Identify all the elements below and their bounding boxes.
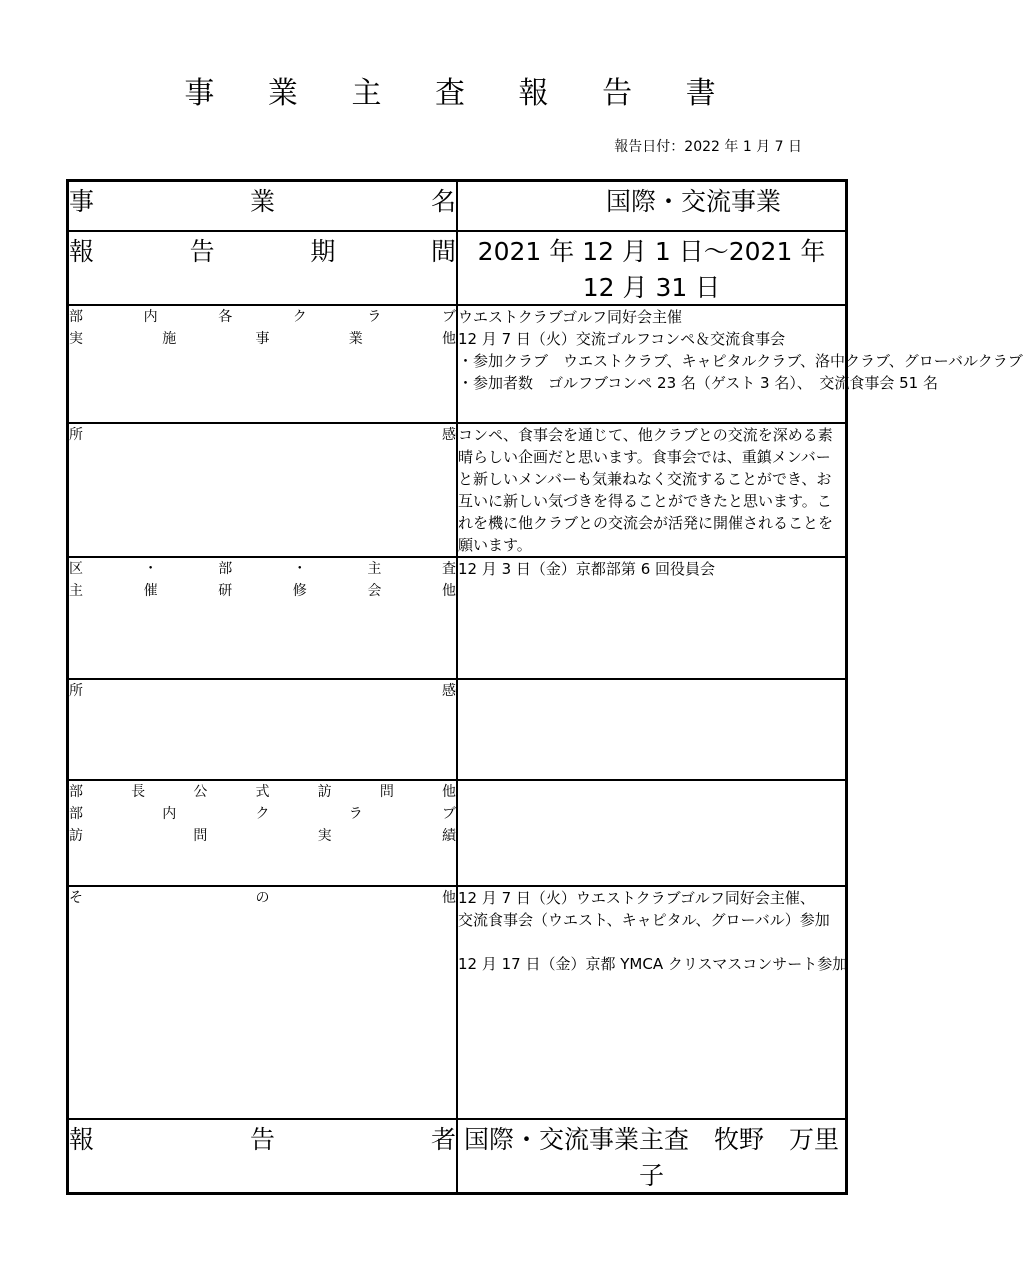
club-projects-value	[457, 305, 1023, 423]
impression-2-label: 所 感	[68, 679, 458, 780]
reporter-value: 国際・交流事業主査 牧野 万里子	[457, 1119, 847, 1194]
district-events-line: 12 月 3 日（金）京都部第 6 回役員会	[458, 559, 716, 578]
project-name-value: 国際・交流事業	[457, 181, 847, 231]
other-line: 交流食事会（ウエスト、キャピタル、グローバル）参加	[458, 910, 830, 929]
reporter-label: 報 告 者	[68, 1119, 458, 1194]
report-date: 報告日付：2022 年 1 月 7 日	[614, 139, 802, 155]
row-club-projects	[68, 305, 847, 423]
district-events-value	[457, 557, 847, 679]
visits-value	[457, 780, 847, 886]
page-title: 事 業 主 査 報 告 書	[184, 76, 738, 111]
impression-1-value: コンペ、食事会を通じて、他クラブとの交流を深める素晴らしい企画だと思います。食事会では、重鎮メンバーと新しいメンバーも気兼ねなく交流することができ、お互いに新しい気づきを得ることができたと思います。これを機に他クラブとの交流会が活発に開催されることを願います。	[457, 423, 847, 557]
other-value	[457, 886, 847, 1119]
visits-label: 部長公式訪問他 部内クラブ 訪問実績	[68, 780, 458, 886]
club-projects-label: 部内各クラブ 実施事業他	[68, 305, 458, 423]
other-line: 12 月 17 日（金）京都 YMCA クリスマスコンサート参加	[458, 954, 848, 973]
report-period-value: 2021 年 12 月 1 日～2021 年 12 月 31 日	[457, 231, 847, 305]
row-other	[68, 886, 847, 1119]
club-projects-line: 12 月 7 日（火）交流ゴルフコンペ＆交流食事会	[458, 329, 786, 348]
club-projects-line: ・参加者数 ゴルフブコンペ 23 名（ゲスト 3 名）、 交流食事会 51 名	[458, 373, 938, 392]
district-events-label: 区・部・主査 主催研修会他	[68, 557, 458, 679]
report-period-label: 報告期間	[68, 231, 458, 305]
club-projects-line: ウエストクラブゴルフ同好会主催	[458, 307, 682, 326]
row-impression-1	[68, 423, 847, 557]
row-impression-2	[68, 679, 847, 780]
impression-2-value	[457, 679, 847, 780]
other-label: そ の 他	[68, 886, 458, 1119]
row-project-name	[68, 181, 847, 231]
impression-1-label: 所 感	[68, 423, 458, 557]
other-line: 12 月 7 日（火）ウエストクラブゴルフ同好会主催、	[458, 888, 815, 907]
project-name-label: 事 業 名	[68, 181, 458, 231]
club-projects-line: ・参加クラブ ウエストクラブ、キャピタルクラブ、洛中クラブ、グローバルクラブ	[458, 351, 1023, 370]
report-form	[66, 179, 1023, 1195]
row-reporter	[68, 1119, 847, 1194]
row-report-period	[68, 231, 847, 305]
row-visits	[68, 780, 847, 886]
row-district-events	[68, 557, 847, 679]
